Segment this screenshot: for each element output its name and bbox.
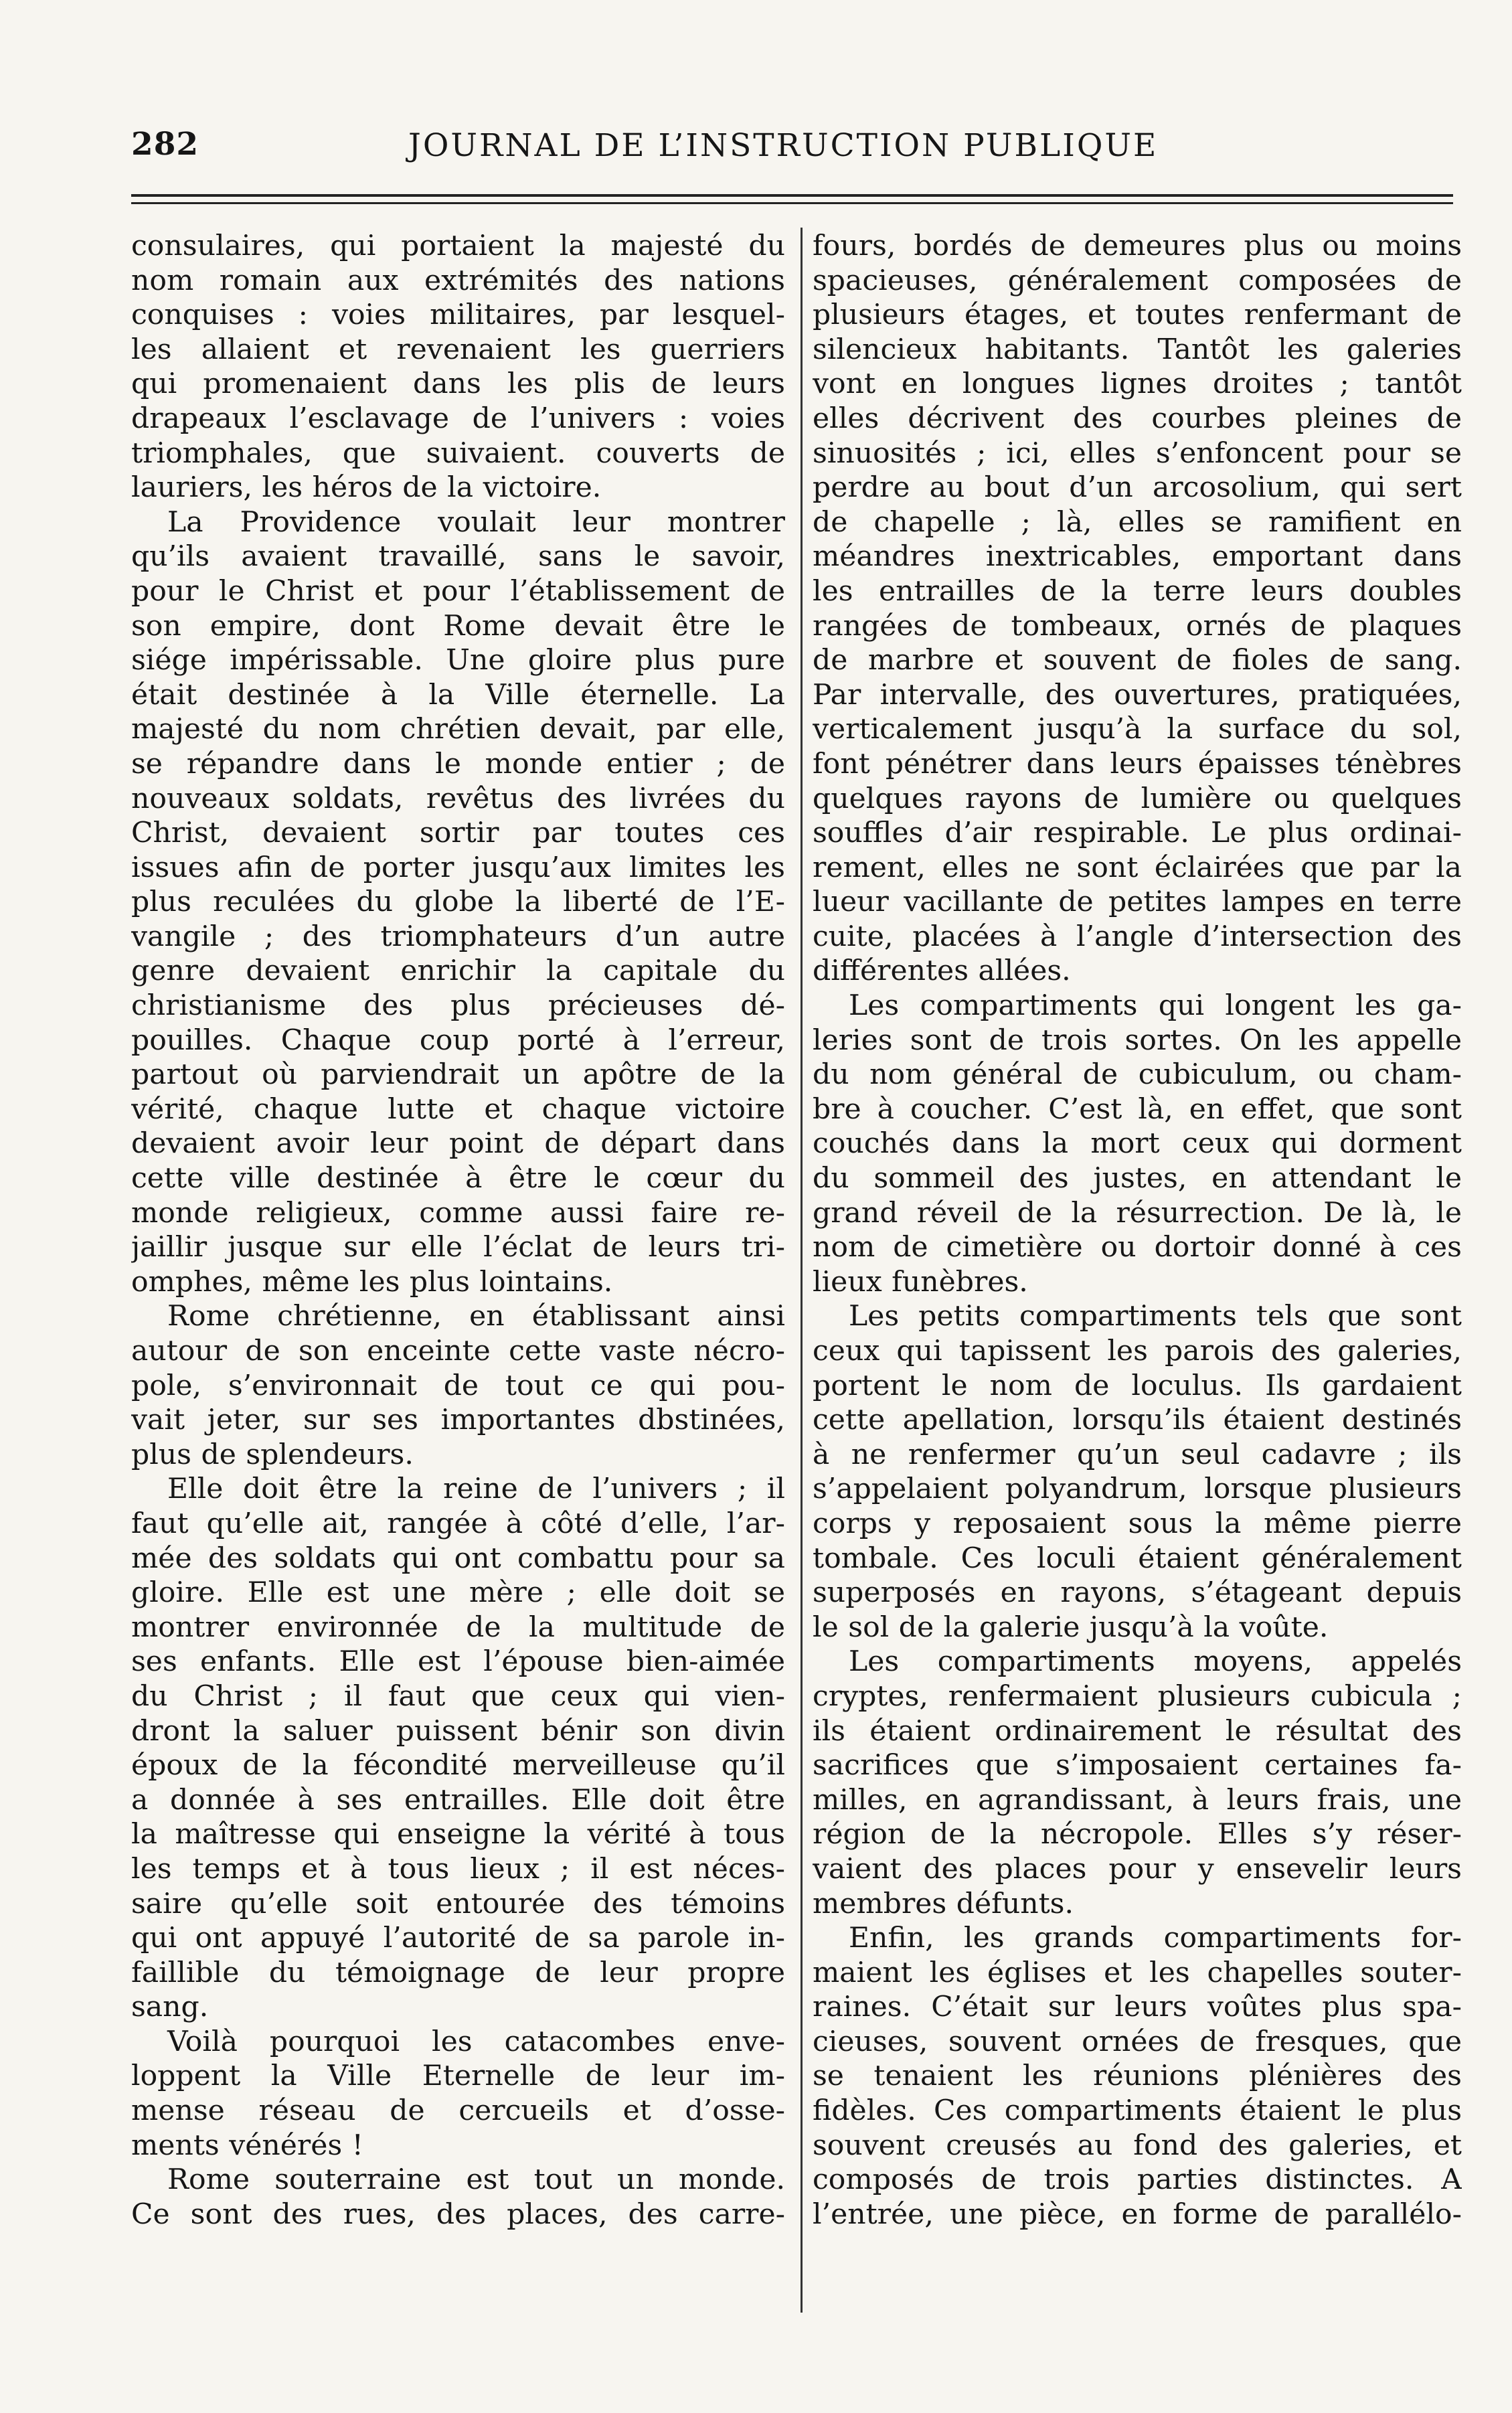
text-line: Enfin, les grands compartiments for- xyxy=(849,1922,1462,1955)
text-line: mée des soldats qui ont combattu pour sa xyxy=(131,1542,785,1575)
text-line: vangile ; des triomphateurs d’un autre xyxy=(131,920,785,953)
text-line: rangées de tombeaux, ornés de plaques xyxy=(813,609,1462,643)
page-header xyxy=(0,126,1512,173)
text-line: les entrailles de la terre leurs doubles xyxy=(813,574,1462,608)
text-line: cryptes, renfermaient plusieurs cubicula ; xyxy=(813,1679,1462,1713)
text-line: gloire. Elle est une mère ; elle doit se xyxy=(131,1576,785,1610)
text-line: grand réveil de la résurrection. De là, le xyxy=(813,1196,1462,1230)
text-line: mense réseau de cercueils et d’osse- xyxy=(131,2094,785,2128)
text-line: Par intervalle, des ouvertures, pratiquées, xyxy=(813,678,1462,712)
text-line: plus de splendeurs. xyxy=(131,1438,414,1471)
text-line: triomphales, que suivaient. couverts de xyxy=(131,436,785,470)
text-line: La Providence voulait leur montrer xyxy=(167,505,785,539)
text-line: lieux funèbres. xyxy=(813,1265,1028,1299)
text-line: pour le Christ et pour l’établissement de xyxy=(131,574,785,608)
text-line: christianisme des plus précieuses dé- xyxy=(131,989,785,1023)
text-line: fours, bordés de demeures plus ou moins xyxy=(813,230,1462,262)
text-line: genre devaient enrichir la capitale du xyxy=(131,954,785,988)
text-line: Rome souterraine est tout un monde. xyxy=(167,2163,785,2197)
text-line: à ne renfermer qu’un seul cadavre ; ils xyxy=(813,1438,1462,1471)
text-line: verticalement jusqu’à la surface du sol, xyxy=(813,713,1462,746)
text-line: conquises : voies militaires, par lesquel- xyxy=(131,299,785,332)
text-line: sang. xyxy=(131,1991,209,2024)
header-rule-bottom xyxy=(131,202,1453,204)
text-line: de marbre et souvent de fioles de sang. xyxy=(813,644,1462,677)
text-line: s’appelaient polyandrum, lorsque plusieurs xyxy=(813,1473,1462,1506)
text-line: font pénétrer dans leurs épaisses ténèbres xyxy=(813,747,1462,780)
left-column xyxy=(131,229,785,2324)
text-line: nom romain aux extrémités des nations xyxy=(131,264,785,297)
header-rule-top xyxy=(131,194,1453,197)
text-line: elles décrivent des courbes pleines de xyxy=(813,402,1462,435)
text-line: tombale. Ces loculi étaient généralement xyxy=(813,1542,1462,1575)
text-line: Les compartiments qui longent les ga- xyxy=(849,989,1462,1023)
text-line: montrer environnée de la multitude de xyxy=(131,1610,785,1644)
text-line: cieuses, souvent ornées de fresques, que xyxy=(813,2025,1462,2058)
text-line: de chapelle ; là, elles se ramifient en xyxy=(813,505,1462,539)
text-line: Ce sont des rues, des places, des carre- xyxy=(131,2197,785,2231)
text-line: rement, elles ne sont éclairées que par la xyxy=(813,851,1462,884)
text-line: les temps et à tous lieux ; il est néces- xyxy=(131,1852,785,1886)
text-line: le sol de la galerie jusqu’à la voûte. xyxy=(813,1610,1329,1644)
text-line: omphes, même les plus lointains. xyxy=(131,1265,613,1299)
text-line: milles, en agrandissant, à leurs frais, une xyxy=(813,1783,1462,1817)
text-line: Elle doit être la reine de l’univers ; il xyxy=(167,1473,785,1506)
text-line: sacrifices que s’imposaient certaines fa- xyxy=(813,1749,1462,1782)
text-line: était destinée à la Ville éternelle. La xyxy=(131,678,785,712)
text-line: fidèles. Ces compartiments étaient le plus xyxy=(813,2094,1462,2128)
text-line: qu’ils avaient travaillé, sans le savoir, xyxy=(131,540,785,574)
text-line: bre à coucher. C’est là, en effet, que sont xyxy=(813,1092,1462,1126)
text-line: ses enfants. Elle est l’épouse bien-aimée xyxy=(131,1645,785,1679)
text-line: ments vénérés ! xyxy=(131,2129,363,2162)
text-line: ceux qui tapissent les parois des galeries, xyxy=(813,1335,1462,1367)
text-line: plus reculées du globe la liberté de l’E- xyxy=(131,886,785,919)
text-line: époux de la fécondité merveilleuse qu’il xyxy=(131,1749,785,1782)
text-line: souvent creusés au fond des galeries, et xyxy=(813,2129,1462,2162)
page-number: 282 xyxy=(131,126,199,163)
text-line: lauriers, les héros de la victoire. xyxy=(131,471,602,505)
text-line: cuite, placées à l’angle d’intersection des xyxy=(813,920,1462,953)
text-line: la maîtresse qui enseigne la vérité à tous xyxy=(131,1818,785,1851)
text-line: plusieurs étages, et toutes renfermant de xyxy=(813,299,1462,332)
text-line: Christ, devaient sortir par toutes ces xyxy=(131,817,785,850)
text-line: différentes allées. xyxy=(813,954,1071,988)
text-line: cette apellation, lorsqu’ils étaient destinés xyxy=(813,1404,1462,1437)
text-line: méandres inextricables, emportant dans xyxy=(813,540,1462,574)
text-line: vérité, chaque lutte et chaque victoire xyxy=(131,1092,785,1126)
right-column xyxy=(813,229,1462,2324)
text-line: lueur vacillante de petites lampes en terre xyxy=(813,886,1462,919)
text-line: jaillir jusque sur elle l’éclat de leurs tri- xyxy=(131,1231,785,1264)
text-line: membres défunts. xyxy=(813,1887,1074,1920)
text-line: ils étaient ordinairement le résultat des xyxy=(813,1714,1462,1748)
text-line: nom de cimetière ou dortoir donné à ces xyxy=(813,1231,1462,1264)
text-line: sinuosités ; ici, elles s’enfoncent pour se xyxy=(813,436,1462,470)
text-line: couchés dans la mort ceux qui dorment xyxy=(813,1127,1462,1161)
text-line: pole, s’environnait de tout ce qui pou- xyxy=(131,1369,785,1402)
text-line: raines. C’était sur leurs voûtes plus spa- xyxy=(813,1991,1462,2024)
text-line: qui ont appuyé l’autorité de sa parole in- xyxy=(131,1922,785,1955)
running-title: JOURNAL DE L’INSTRUCTION PUBLIQUE xyxy=(408,127,1159,164)
text-line: Les compartiments moyens, appelés xyxy=(849,1645,1462,1679)
text-line: saire qu’elle soit entourée des témoins xyxy=(131,1887,785,1920)
text-line: maient les églises et les chapelles souter- xyxy=(813,1956,1462,1989)
text-line: nouveaux soldats, revêtus des livrées du xyxy=(131,782,785,815)
column-divider xyxy=(801,228,803,2313)
text-line: perdre au bout d’un arcosolium, qui sert xyxy=(813,471,1462,505)
text-line: du nom général de cubiculum, ou cham- xyxy=(813,1058,1462,1092)
text-line: vait jeter, sur ses importantes dbstinées, xyxy=(131,1404,785,1437)
text-line: du Christ ; il faut que ceux qui vien- xyxy=(131,1679,785,1713)
text-line: souffles d’air respirable. Le plus ordinai- xyxy=(813,817,1462,850)
text-line: leries sont de trois sortes. On les appelle xyxy=(813,1023,1462,1057)
text-line: autour de son enceinte cette vaste nécro- xyxy=(131,1335,785,1367)
text-line: vaient des places pour y ensevelir leurs xyxy=(813,1852,1462,1886)
text-line: qui promenaient dans les plis de leurs xyxy=(131,367,785,401)
text-line: majesté du nom chrétien devait, par elle, xyxy=(131,713,785,746)
text-line: siége impérissable. Une gloire plus pure xyxy=(131,644,785,677)
text-line: silencieux habitants. Tantôt les galeries xyxy=(813,333,1462,366)
text-line: issues afin de porter jusqu’aux limites les xyxy=(131,851,785,884)
text-line: Les petits compartiments tels que sont xyxy=(849,1300,1462,1333)
text-line: Voilà pourquoi les catacombes enve- xyxy=(167,2025,785,2058)
text-line: a donnée à ses entrailles. Elle doit être xyxy=(131,1783,785,1817)
text-line: partout où parviendrait un apôtre de la xyxy=(131,1058,785,1092)
text-line: l’entrée, une pièce, en forme de parallélo- xyxy=(813,2197,1462,2231)
text-line: dront la saluer puissent bénir son divin xyxy=(131,1714,785,1748)
text-line: superposés en rayons, s’étageant depuis xyxy=(813,1576,1462,1610)
text-line: corps y reposaient sous la même pierre xyxy=(813,1507,1462,1540)
text-line: drapeaux l’esclavage de l’univers : voies xyxy=(131,402,785,435)
text-line: portent le nom de loculus. Ils gardaient xyxy=(813,1369,1462,1402)
text-line: spacieuses, généralement composées de xyxy=(813,264,1462,297)
text-line: les allaient et revenaient les guerriers xyxy=(131,333,785,366)
text-line: faut qu’elle ait, rangée à côté d’elle, l’ar- xyxy=(131,1507,785,1540)
text-line: son empire, dont Rome devait être le xyxy=(131,609,785,643)
text-line: devaient avoir leur point de départ dans xyxy=(131,1127,785,1161)
text-line: Rome chrétienne, en établissant ainsi xyxy=(167,1300,785,1333)
text-line: vont en longues lignes droites ; tantôt xyxy=(813,367,1462,401)
text-line: loppent la Ville Eternelle de leur im- xyxy=(131,2060,785,2093)
text-line: faillible du témoignage de leur propre xyxy=(131,1956,785,1989)
text-line: se tenaient les réunions plénières des xyxy=(813,2060,1462,2093)
text-line: composés de trois parties distinctes. A xyxy=(813,2163,1462,2197)
text-line: monde religieux, comme aussi faire re- xyxy=(131,1196,785,1230)
text-line: région de la nécropole. Elles s’y réser- xyxy=(813,1818,1462,1851)
text-line: du sommeil des justes, en attendant le xyxy=(813,1162,1462,1195)
text-line: se répandre dans le monde entier ; de xyxy=(131,747,785,780)
text-line: consulaires, qui portaient la majesté du xyxy=(131,230,785,262)
text-line: quelques rayons de lumière ou quelques xyxy=(813,782,1462,815)
text-line: cette ville destinée à être le cœur du xyxy=(131,1162,785,1195)
text-line: pouilles. Chaque coup porté à l’erreur, xyxy=(131,1023,785,1057)
